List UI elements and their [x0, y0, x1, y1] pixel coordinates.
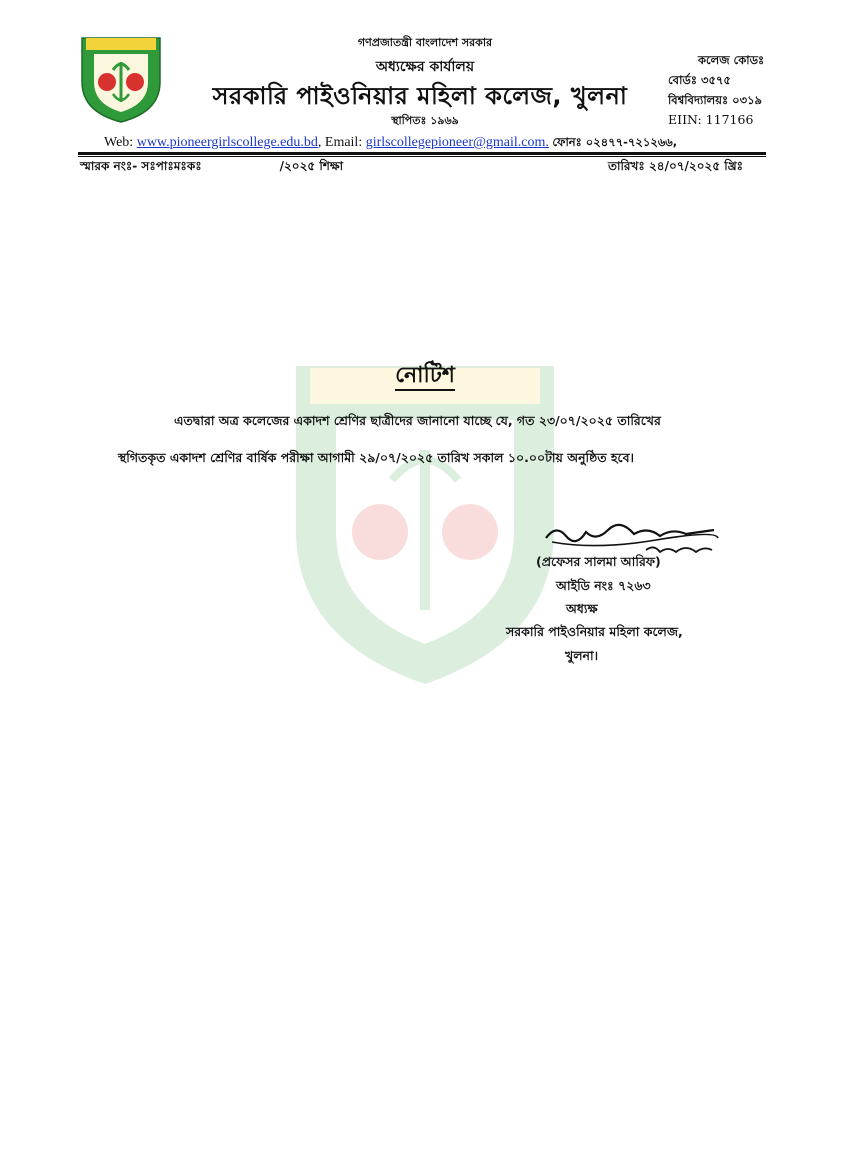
website-link[interactable]: www.pioneergirlscollege.edu.bd [136, 135, 318, 150]
web-label: Web: [104, 135, 134, 150]
notice-title [0, 358, 850, 395]
office-line: অধ্যক্ষের কার্যালয় [375, 59, 475, 75]
notice-body-line-1: এতদ্বারা অত্র কলেজের একাদশ শ্রেণির ছাত্রীদের জানানো যাচ্ছে যে, গত ২৩/০৭/২০২৫ তারিখের [174, 413, 661, 428]
memo-date: তারিখঃ ২৪/০৭/২০২৫ খ্রিঃ [608, 159, 744, 173]
board-code: বোর্ডঃ ৩৫৭৫ [668, 73, 731, 87]
memo-reference [80, 158, 343, 178]
memo-suffix: /২০২৫ শিক্ষা [279, 159, 344, 173]
university-code: বিশ্ববিদ্যালয়ঃ ০৩১৯ [668, 93, 763, 107]
memo-number: স্মারক নংঃ- সঃপাঃমঃকঃ [80, 159, 202, 173]
signatory-id: আইডি নংঃ ৭২৬৩ [556, 578, 651, 593]
college-name: সরকারি পাইওনিয়ার মহিলা কলেজ, খুলনা [212, 82, 628, 110]
established-line: স্থাপিতঃ ১৯৬৯ [391, 114, 459, 127]
header-divider [78, 152, 766, 155]
signatory-college: সরকারি পাইওনিয়ার মহিলা কলেজ, [506, 624, 683, 639]
email-link[interactable]: girlscollegepioneer@gmail.com. [365, 135, 549, 150]
notice-title-text: নোটিশ [395, 363, 455, 391]
eiin-code: EIIN: 117166 [668, 112, 754, 127]
contact-line: Web: www.pioneergirlscollege.edu.bd, Email: girlscollegepioneer@gmail.com. ফোনঃ ০২৪৭৭-৭২১২৬৬, [104, 135, 678, 150]
college-code-label: কলেজ কোডঃ [698, 53, 765, 67]
signatory-name: (প্রফেসর সালমা আরিফ) [536, 554, 661, 569]
code-block [668, 50, 798, 130]
government-line: গণপ্রজাতন্ত্রী বাংলাদেশ সরকার [357, 36, 493, 49]
email-label: Email: [324, 135, 363, 150]
notice-body-line-2: স্থগিতকৃত একাদশ শ্রেণির বার্ষিক পরীক্ষা আগামী ২৯/০৭/২০২৫ তারিখ সকাল ১০.০০টায় অনুষ্ঠিত হবে। [118, 450, 634, 465]
phone-number: ফোনঃ ০২৪৭৭-৭২১২৬৬, [552, 135, 678, 149]
signatory-title: অধ্যক্ষ [566, 601, 598, 616]
header-divider-thin [78, 156, 766, 157]
signatory-city: খুলনা। [565, 648, 599, 663]
